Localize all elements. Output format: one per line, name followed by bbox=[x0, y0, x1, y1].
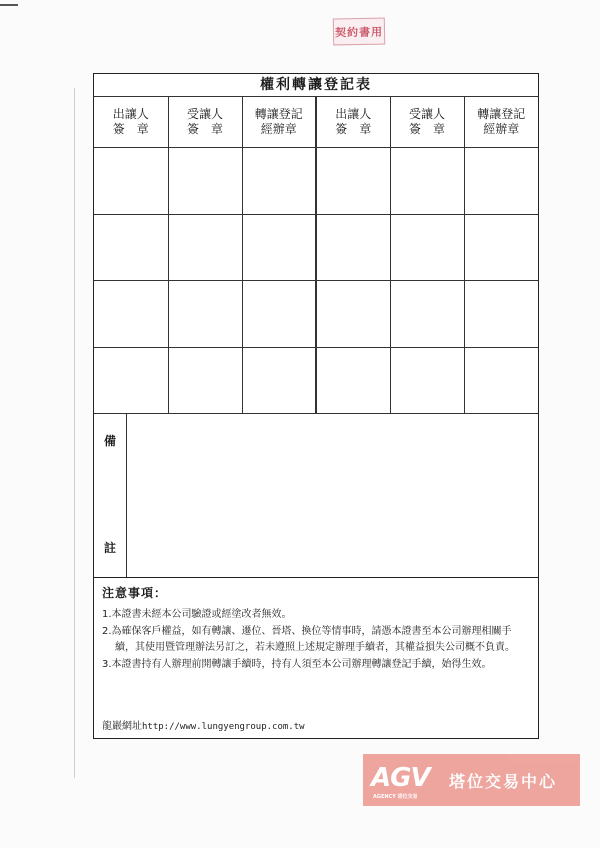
signature-row bbox=[94, 148, 538, 215]
column-header-transferor: 出讓人 簽 章 bbox=[94, 97, 168, 148]
fold-line bbox=[74, 88, 75, 778]
signature-cell[interactable] bbox=[390, 281, 464, 348]
note-item: 2.為確保客戶權益，如有轉讓、遷位、晉塔、換位等情事時，請憑本證書至本公司辦理相關手續，其使用暨管理辦法另訂之，若未遵照上述規定辦理手續者，其權益損失公司概不負責。 bbox=[102, 626, 515, 653]
signature-cell[interactable] bbox=[94, 281, 168, 348]
remarks-label bbox=[94, 414, 127, 577]
signature-cell[interactable] bbox=[94, 214, 168, 281]
form-title: 權利轉讓登記表 bbox=[94, 74, 538, 97]
website-line bbox=[102, 717, 305, 732]
column-header-transferee: 受讓人 簽 章 bbox=[168, 97, 242, 148]
logo-text: AGV bbox=[371, 763, 430, 793]
signature-cell[interactable] bbox=[464, 148, 538, 215]
note-item: 3.本證書持有人辦理前開轉讓手續時，持有人須至本公司辦理轉讓登記手續，始得生效。 bbox=[102, 659, 492, 670]
registration-table bbox=[94, 96, 538, 414]
signature-cell[interactable] bbox=[168, 281, 242, 348]
notes-list bbox=[102, 607, 530, 673]
signature-cell[interactable] bbox=[464, 214, 538, 281]
signature-cell[interactable] bbox=[390, 148, 464, 215]
signature-cell[interactable] bbox=[464, 281, 538, 348]
transfer-registration-form bbox=[93, 73, 539, 739]
column-header-registrar: 轉讓登記 經辦章 bbox=[464, 97, 538, 148]
agv-logo bbox=[371, 758, 441, 802]
website-label: 龍巖網址 bbox=[102, 721, 142, 732]
column-header-transferor: 出讓人 簽 章 bbox=[316, 97, 390, 148]
watermark-text: 塔位交易中心 bbox=[449, 771, 558, 791]
remarks-section bbox=[94, 414, 538, 578]
signature-cell[interactable] bbox=[242, 281, 316, 348]
signature-row bbox=[94, 347, 538, 414]
signature-cell[interactable] bbox=[316, 148, 390, 215]
remarks-field[interactable] bbox=[127, 414, 538, 577]
table-body bbox=[94, 148, 538, 414]
signature-cell[interactable] bbox=[168, 214, 242, 281]
signature-cell[interactable] bbox=[464, 347, 538, 414]
table-header-row bbox=[94, 97, 538, 148]
logo-subtext: AGENCY 塔位交易 bbox=[373, 794, 418, 800]
column-header-registrar: 轉讓登記 經辦章 bbox=[242, 97, 316, 148]
signature-row bbox=[94, 281, 538, 348]
notes-section bbox=[102, 584, 530, 674]
signature-cell[interactable] bbox=[94, 347, 168, 414]
signature-cell[interactable] bbox=[168, 347, 242, 414]
signature-cell[interactable] bbox=[242, 214, 316, 281]
signature-cell[interactable] bbox=[242, 347, 316, 414]
column-header-transferee: 受讓人 簽 章 bbox=[390, 97, 464, 148]
remarks-label-top: 備 bbox=[104, 434, 117, 448]
signature-cell[interactable] bbox=[316, 214, 390, 281]
note-item: 1.本證書未經本公司驗證或經塗改者無效。 bbox=[102, 609, 292, 620]
signature-row bbox=[94, 214, 538, 281]
signature-cell[interactable] bbox=[316, 347, 390, 414]
notes-heading: 注意事項： bbox=[102, 586, 168, 600]
agency-watermark bbox=[363, 754, 580, 806]
remarks-label-bottom: 註 bbox=[104, 541, 117, 555]
signature-cell[interactable] bbox=[168, 148, 242, 215]
red-stamp: 契約書用 bbox=[333, 18, 385, 46]
signature-cell[interactable] bbox=[242, 148, 316, 215]
corner-mark bbox=[0, 4, 18, 6]
signature-cell[interactable] bbox=[94, 148, 168, 215]
signature-cell[interactable] bbox=[316, 281, 390, 348]
signature-cell[interactable] bbox=[390, 347, 464, 414]
website-link[interactable]: http://www.lungyengroup.com.tw bbox=[142, 722, 305, 732]
signature-cell[interactable] bbox=[390, 214, 464, 281]
